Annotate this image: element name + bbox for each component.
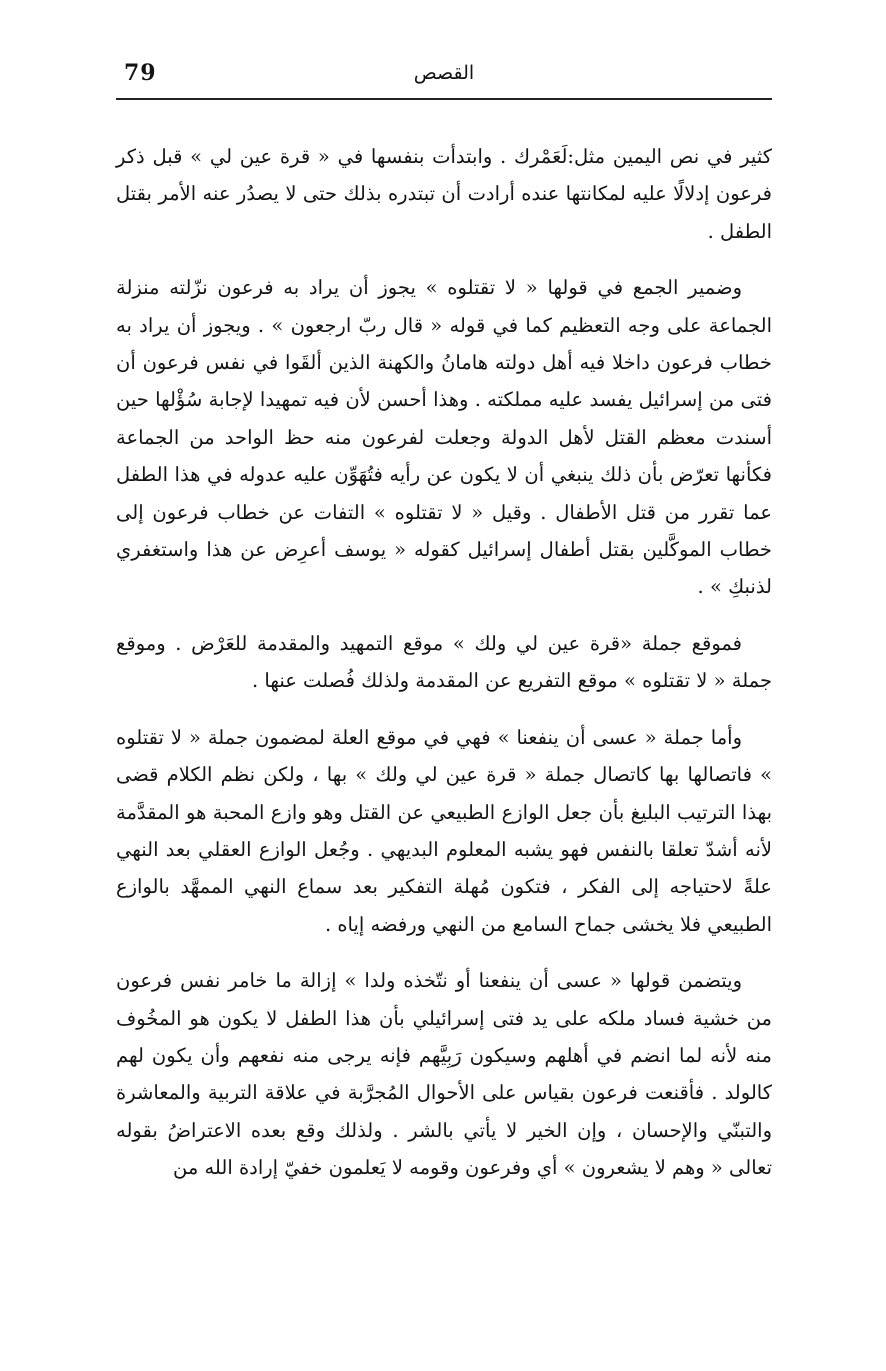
paragraph-2: وضمير الجمع في قولها « لا تقتلوه » يجوز أن يراد به فرعون نزّلته منزلة الجماعة على وجه التعظيم كما في قوله « قال ربّ ارجعون » . ويجوز أن يراد به خطاب فرعون داخلا فيه أهل دولته هامانُ والكهنة الذين ألقَوا في نفس فرعون أن فتى من إسرائيل يفسد عليه مملكته . وهذا أحسن لأن فيه تمهيدا لإجابة سُؤْلها حين أسندت معظم القتل لأهل الدولة وجعلت لفرعون منه حظ الواحد من الجماعة فكأنها تعرّض بأن ذلك ينبغي أن لا يكون عن رأيه فتُهَوِّن عليه عدوله في هذا الطفل عما تقرر من قتل الأطفال . وقيل « لا تقتلوه » التفات عن خطاب فرعون إلى خطاب الموكَّلين بقتل أطفال إسرائيل كقوله « يوسف أعرِض عن هذا واستغفري لذنبكِ » . xyxy=(116,276,772,599)
page-number: 79 xyxy=(124,60,157,86)
paragraph-4: وأما جملة « عسى أن ينفعنا » فهي في موقع العلة لمضمون جملة « لا تقتلوه » فاتصالها بها كاتصال جملة « قرة عين لي ولك » بها ، ولكن نظم الكلام قضى بهذا الترتيب البليغ بأن جعل الوازع الطبيعي عن القتل وهو وازع المحبة هو المقدَّمة لأنه أشدّ تعلقا بالنفس فهو يشبه المعلوم البديهي . وجُعل الوازع العقلي بعد النهي علةً لاحتياجه إلى الفكر ، فتكون مُهلة التفكير بعد سماع النهي الممهَّد بالوازع الطبيعي فلا يخشى جماح السامع من النهي ورفضه إياه . xyxy=(116,725,772,936)
page-header xyxy=(116,52,772,100)
chapter-title: القصص xyxy=(413,62,475,84)
paragraph-3: فموقع جملة «قرة عين لي ولك » موقع التمهيد والمقدمة للعَرْض . وموقع جملة « لا تقتلوه » موقع التفريع عن المقدمة ولذلك فُصلت عنها . xyxy=(116,631,772,693)
body-text xyxy=(116,138,772,1206)
paragraph-1: كثير في نص اليمين مثل:لَعَمْرك . وابتدأت بنفسها في « قرة عين لي » قبل ذكر فرعون إدلالًا عليه لمكانتها عنده أرادت أن تبتدره بذلك حتى لا يصدُر عنه الأمر بقتل الطفل . xyxy=(116,145,772,243)
paragraph-5: ويتضمن قولها « عسى أن ينفعنا أو نتّخذه ولدا » إزالة ما خامر نفس فرعون من خشية فساد ملكه على يد فتى إسرائيلي بأن هذا الطفل لا يكون هو المخُوف منه لأنه لما انضم في أهلهم وسيكون رَبِيَّهم فإنه يرجى منه نفعهم وأن يكون لهم كالولد . فأقنعت فرعون بقياس على الأحوال المُجرَّبة في علاقة التربية والمعاشرة والتبنّي والإحسان ، وإن الخير لا يأتي بالشر . ولذلك وقع بعده الاعتراضُ بقوله تعالى « وهم لا يشعرون » أي وفرعون وقومه لا يَعلمون خفيّ إرادة الله من xyxy=(116,969,772,1180)
